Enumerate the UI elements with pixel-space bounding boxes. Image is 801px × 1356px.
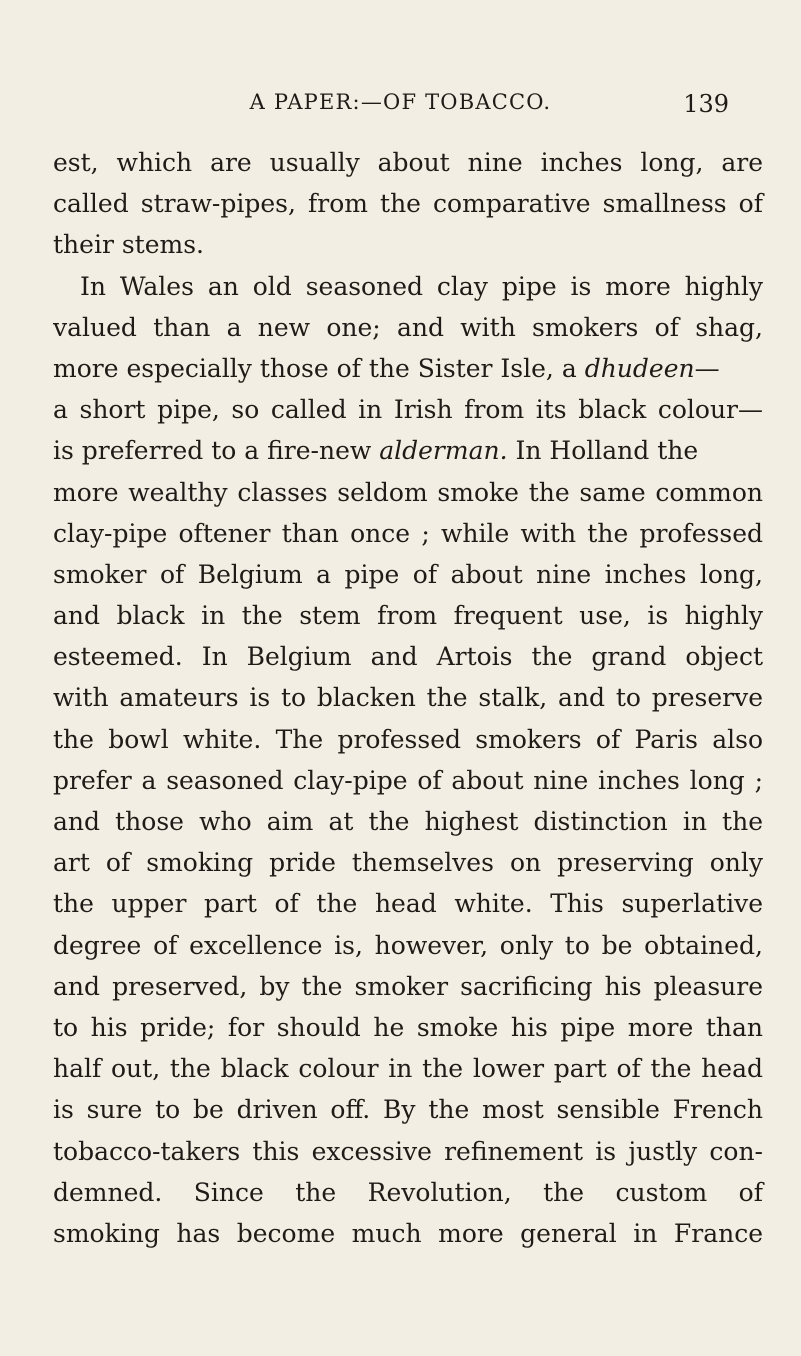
text-fragment: is preferred to a fire-new: [53, 436, 372, 466]
text-line: smoking has become much more general in France: [53, 1218, 763, 1248]
text-line: art of smoking pride themselves on preserving only: [53, 848, 763, 878]
text-line: a short pipe, so called in Irish from its black colour—: [53, 395, 763, 425]
running-head: A PAPER:—OF TOBACCO.: [249, 90, 552, 114]
text-line: smoker of Belgium a pipe of about nine inches long,: [53, 559, 763, 589]
text-line: valued than a new one; and with smokers of shag,: [53, 312, 763, 342]
text-line: [53, 430, 763, 471]
italic-term-dhudeen: dhudeen: [584, 353, 695, 383]
text-line: is sure to be driven off. By the most sensible French: [53, 1095, 763, 1125]
text-line: called straw-pipes, from the comparative smallness of: [53, 189, 763, 219]
text-line: esteemed. In Belgium and Artois the grand object: [53, 642, 763, 672]
italic-term-alderman: alderman.: [379, 436, 508, 466]
page-number: 139: [683, 90, 729, 118]
text-line: demned. Since the Revolution, the custom of: [53, 1177, 763, 1207]
text-line: their stems.: [53, 230, 204, 260]
text-fragment: In Holland the: [515, 436, 699, 466]
text-line: clay-pipe oftener than once ; while with the professed: [53, 518, 763, 548]
text-line: the bowl white. The professed smokers of Paris also: [53, 724, 763, 754]
text-line: more wealthy classes seldom smoke the same common: [53, 477, 763, 507]
page-header: [0, 90, 801, 120]
text-line: and black in the stem from frequent use, is highly: [53, 601, 763, 631]
text-line: and those who aim at the highest distinction in the: [53, 807, 763, 836]
text-line: to his pride; for should he smoke his pipe more than: [53, 1012, 763, 1042]
text-line: the upper part of the head white. This superlative: [53, 889, 763, 919]
text-line: and preserved, by the smoker sacrificing his pleasure: [53, 971, 763, 1001]
text-line: [53, 348, 763, 389]
body-text: [53, 142, 763, 1254]
dash: —: [694, 353, 720, 383]
text-line: with amateurs is to blacken the stalk, and to preserve: [53, 683, 763, 713]
text-fragment: more especially those of the Sister Isle, a: [53, 353, 577, 383]
paragraph-start-line: In Wales an old seasoned clay pipe is more highly: [80, 271, 763, 301]
text-line: est, which are usually about nine inches long, are: [53, 148, 763, 177]
text-line: tobacco-takers this excessive refinement is justly con-: [53, 1136, 763, 1166]
text-line: half out, the black colour in the lower part of the head: [53, 1054, 763, 1084]
text-line: prefer a seasoned clay-pipe of about nine inches long ;: [53, 765, 763, 795]
text-line: degree of excellence is, however, only to be obtained,: [53, 930, 763, 960]
